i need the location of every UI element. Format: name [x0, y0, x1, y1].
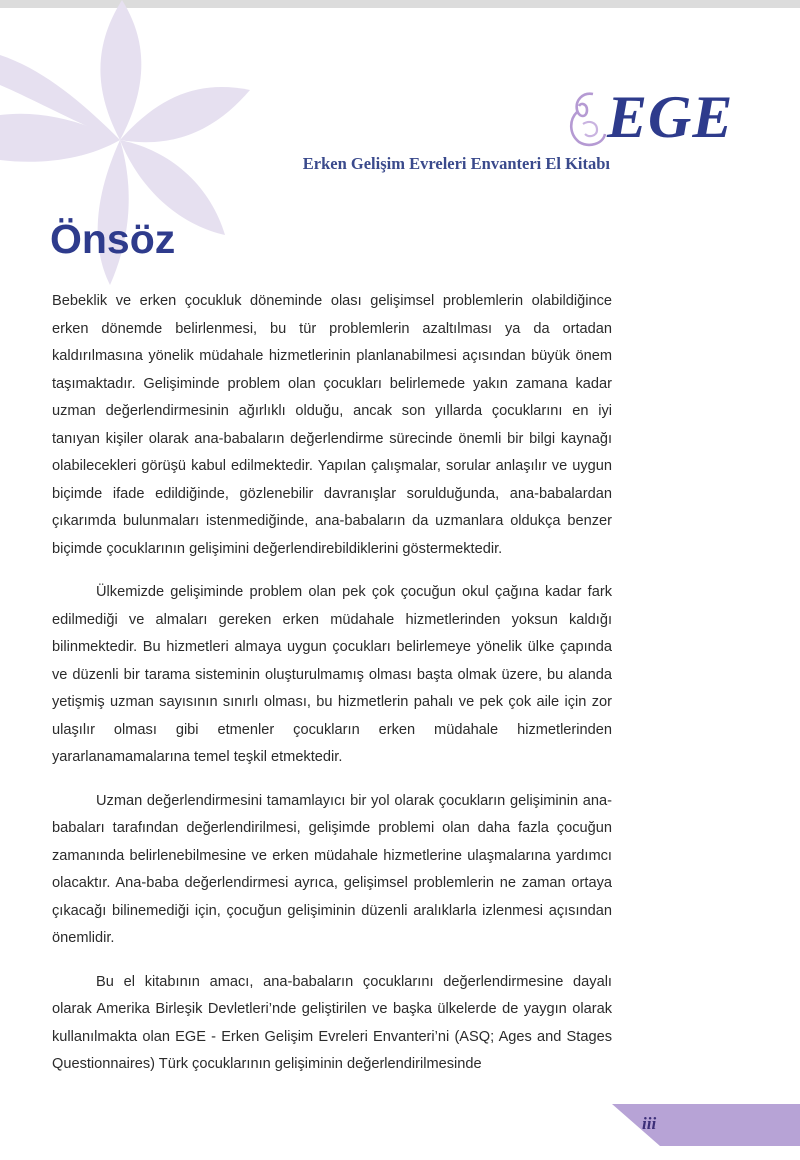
flower-petal-bottom	[98, 140, 129, 285]
paragraph-3: Uzman değerlendirmesini tamamlayıcı bir yol olarak çocukların gelişiminin ana-babaları tarafından değerlendirilmesi, gelişimde problemi olan daha fazla çocuğun zamanında belirlenebilmesine ve erken müdahale hizmetlerine ulaşmalarına yardımcı olacaktır. Ana-baba değerlendirmesi ayrıca, gelişimsel problemlerin ne zaman ortaya çıkacağı bilinemediği için, çocuğun gelişiminin düzenli aralıklarla izlenmesi açısından önemlidir.	[52, 792, 612, 946]
paragraph-4: Bu el kitabının amacı, ana-babaların çocuklarını değerlendirmesine dayalı olarak Amerika Birleşik Devletleri’nde geliştirilen ve başka ülkelerde de yaygın olarak kullanılmakta olan EGE - Erken Gelişim Evreleri Envanteri’ni (ASQ; Ages and Stages Questionnaires) Türk çocuklarının gelişiminin değerlendirilmesinde	[52, 973, 612, 1072]
paragraph-2: Ülkemizde gelişiminde problem olan pek çok çocuğun okul çağına kadar fark edilmediği ve almaları gereken erken müdahale hizmetlerinden yoksun kaldığı bilinmektedir. Bu hizmetleri almaya uygun çocukları belirlemeye yönelik ülke çapında ve düzenli bir tarama sisteminin oluşturulmamış olması başta olmak üzere, bu alanda yetişmiş uzman sayısının sınırlı olması, bu hizmetlerin pahalı ve pek çok aile için zor ulaşılır olması gibi etmenler çocukların erken müdahale hizmetlerinden yararlanamamalarına temel teşkil etmektedir.	[52, 584, 612, 765]
flower-petal-left	[0, 114, 120, 162]
flower-petal-top	[100, 0, 141, 140]
page-number: iii	[642, 1114, 657, 1133]
logo-text: EGE	[607, 84, 734, 150]
ege-logo	[565, 82, 755, 152]
page-title: Önsöz	[50, 216, 176, 262]
flower-petal-right	[120, 87, 250, 142]
paragraph-1: Bebeklik ve erken çocukluk döneminde olası gelişimsel problemlerin olabildiğince erken dönemde belirlenmesi, bu tür problemlerin azaltılması ya da ortadan kaldırılmasına yönelik müdahale hizmetlerinin planlanabilmesi açısından büyük önem taşımaktadır. Gelişiminde problem olan çocukları belirlemede yakın zamana kadar uzman değerlendirmesinin ağırlıklı olduğu, ancak son yıllarda çocuklarını en iyi tanıyan kişiler olarak ana-babaların değerlendirme sürecinde önemli bir bilgi kaynağı olabilecekleri görüşü kabul edilmektedir. Yapılan çalışmalar, sorular anlaşılır ve uygun biçimde ifade edildiğinde, gözlenebilir davranışlar sorulduğunda, ana-babalardan çıkarımda bulunmaları istenmediğinde, ana-babaların da uzmanlara oldukça benzer biçimde çocuklarının gelişimini değerlendirebildiklerini göstermektedir.	[52, 293, 612, 557]
page-number-tab	[612, 1104, 800, 1146]
body-text	[52, 288, 612, 1095]
book-subtitle: Erken Gelişim Evreleri Envanteri El Kitabı	[302, 154, 610, 173]
mother-child-icon	[565, 88, 611, 148]
